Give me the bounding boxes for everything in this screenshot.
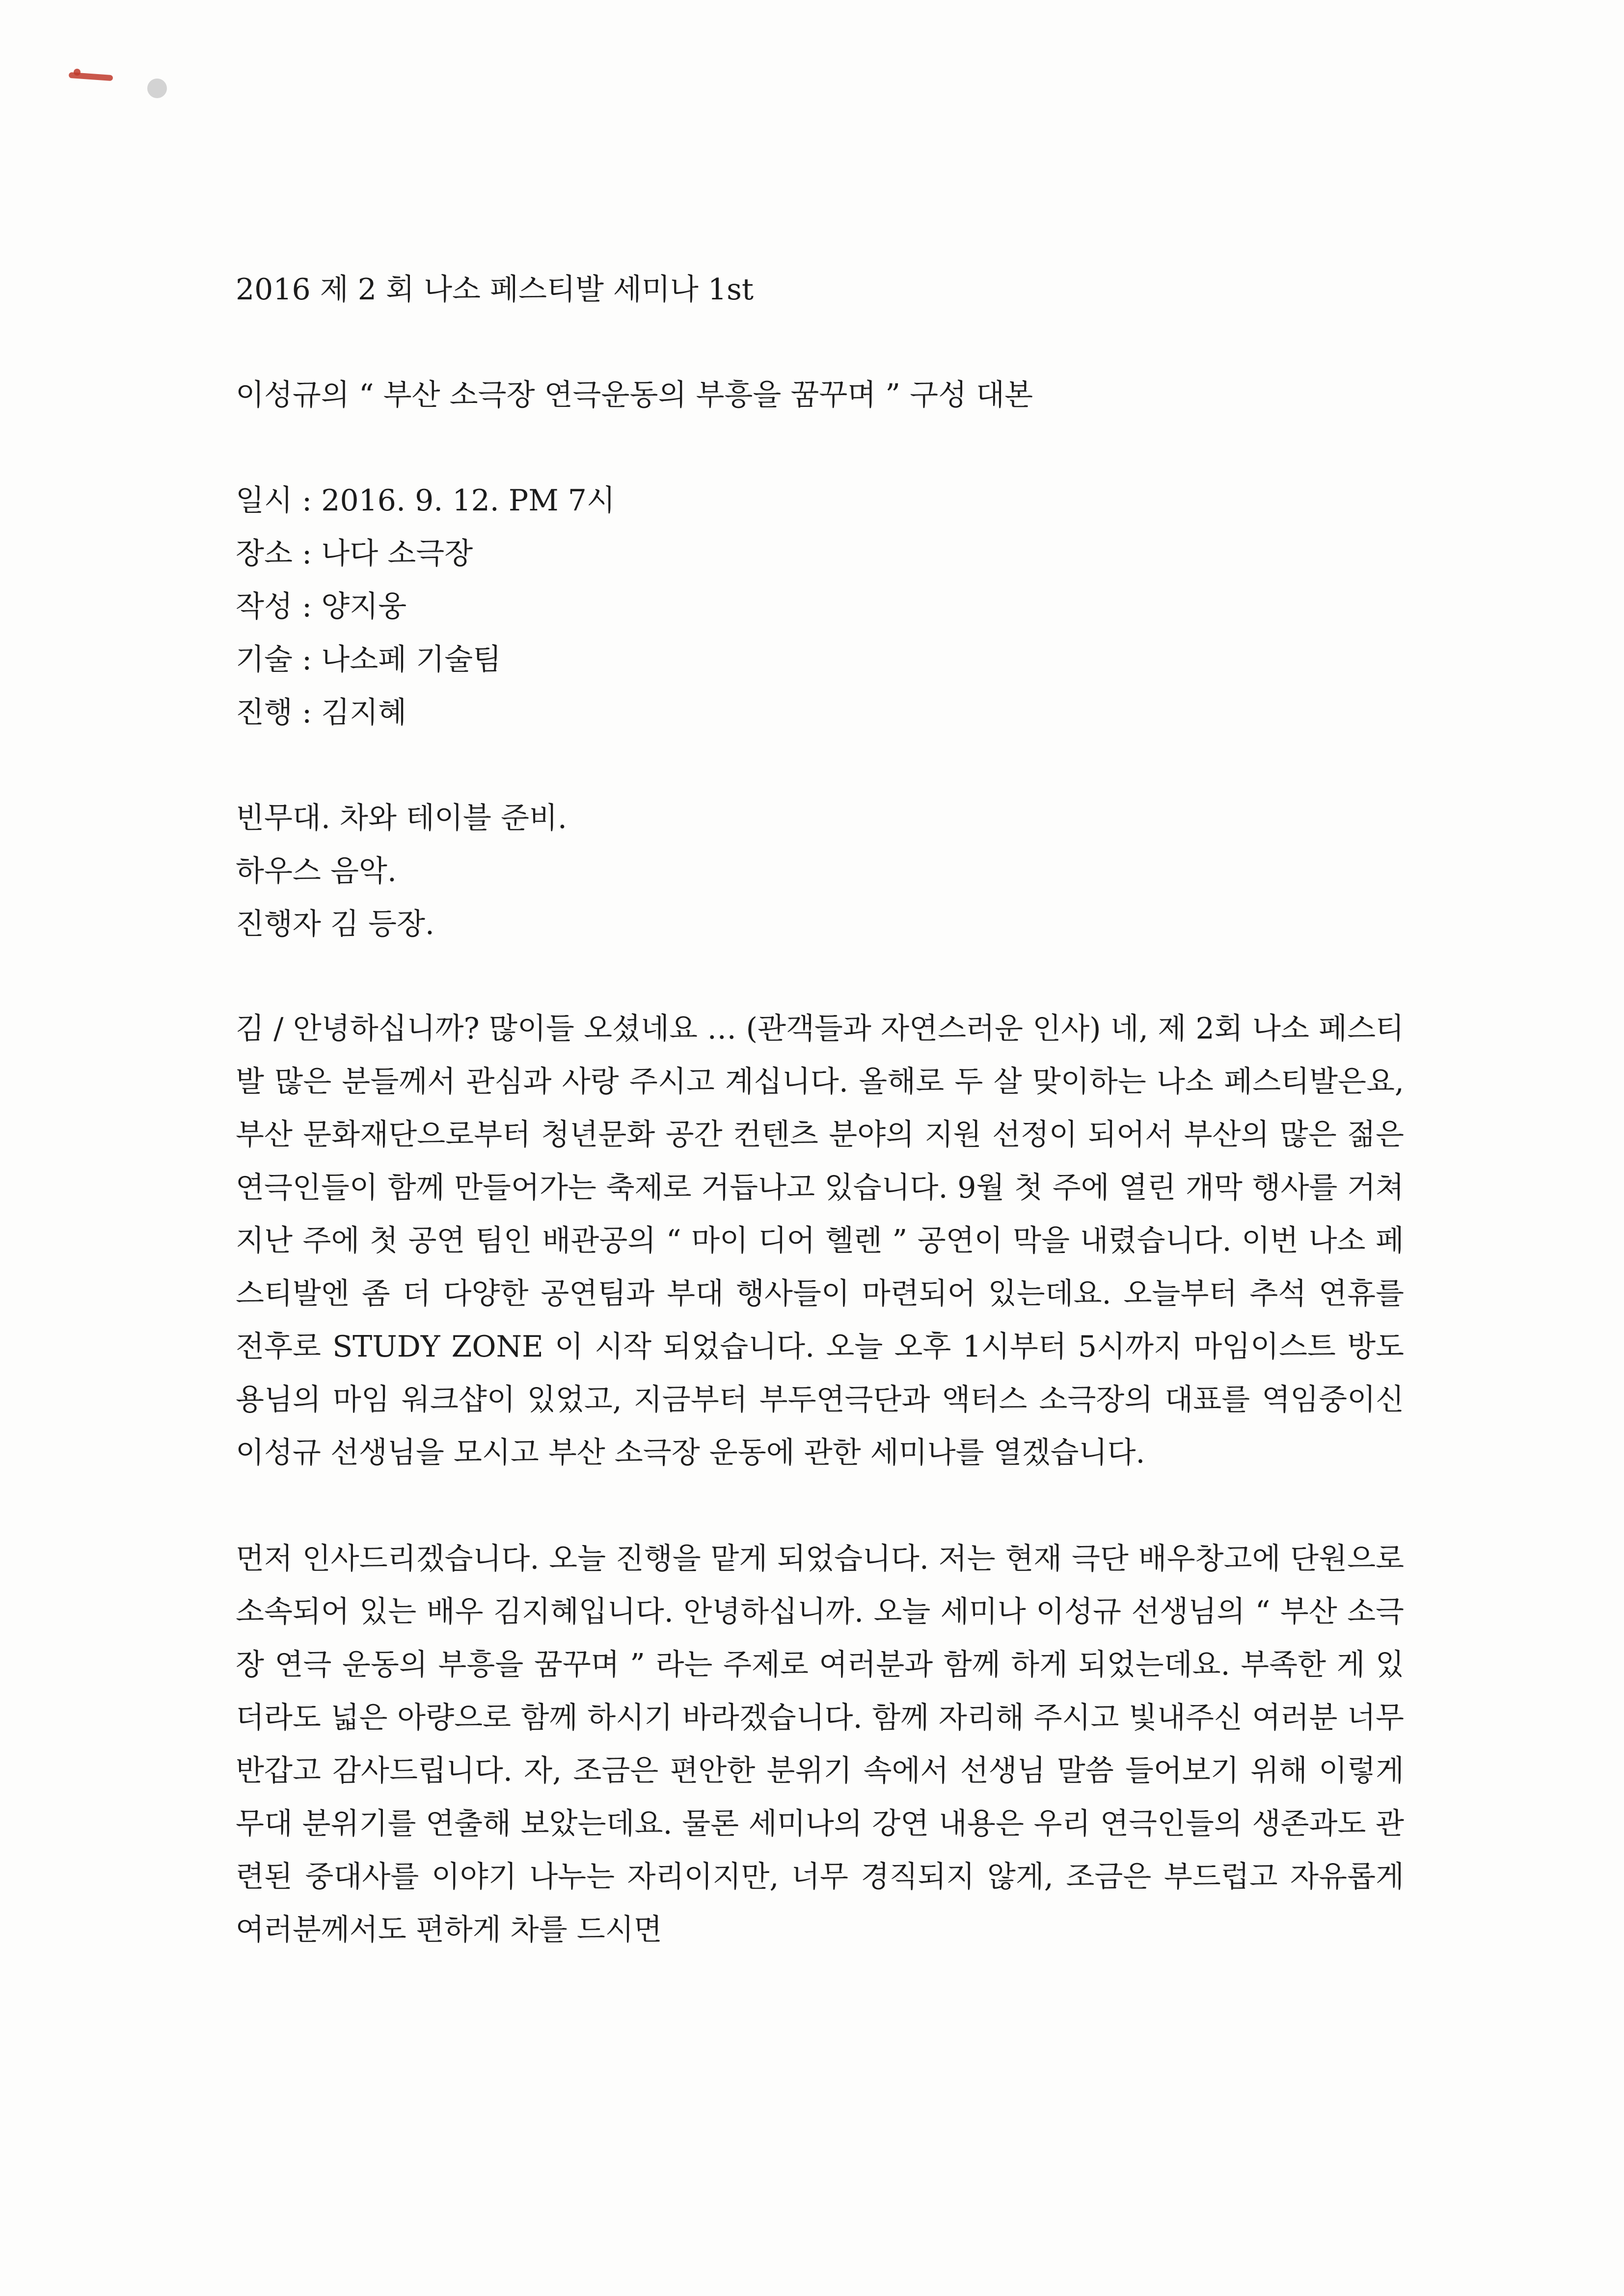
dialogue-paragraph-1: 김 / 안녕하십니까? 많이들 오셨네요 … (관객들과 자연스러운 인사) 네, 제 2회 나소 페스티발 많은 분들께서 관심과 사랑 주시고 계십니다. 올해로 두 살 맞이하는 나소 페스티발은요, 부산 문화재단으로부터 청년문화 공간 컨텐츠 분야의 지원 선정이 되어서 부산의 많은 젊은 연극인들이 함께 만들어가는 축제로 거듭나고 있습니다. 9월 첫 주에 열린 개막 행사를 거쳐 지난 주에 첫 공연 팀인 배관공의 “ 마이 디어 헬렌 ” 공연이 막을 내렸습니다. 이번 나소 페스티발엔 좀 더 다양한 공연팀과 부대 행사들이 마련되어 있는데요. 오늘부터 추석 연휴를 전후로 STUDY ZONE 이 시작 되었습니다. 오늘 오후 1시부터 5시까지 마임이스트 방도용님의 마임 워크샵이 있었고, 지금부터 부두연극단과 액터스 소극장의 대표를 역임중이신 이성규 선생님을 모시고 부산 소극장 운동에 관한 세미나를 열겠습니다. [236,1012,1404,1470]
info-line-author: 작성 : 양지웅 [236,589,407,624]
stage-direction-1: 빈무대. 차와 테이블 준비. [236,801,567,835]
document-title: 2016 제 2 회 나소 페스티발 세미나 1st [236,272,754,307]
info-line-date: 일시 : 2016. 9. 12. PM 7시 [236,483,615,518]
info-line-tech: 기술 : 나소페 기술팀 [236,642,502,677]
stage-direction-2: 하우스 음악. [236,854,397,888]
document-subtitle: 이성규의 “ 부산 소극장 연극운동의 부흥을 꿈꾸며 ” 구성 대본 [236,378,1033,412]
info-line-host: 진행 : 김지혜 [236,695,407,730]
red-ink-dot [74,69,81,76]
stage-direction-3: 진행자 김 등장. [236,907,434,941]
gray-smudge [147,79,167,98]
dialogue-paragraph-2: 먼저 인사드리겠습니다. 오늘 진행을 맡게 되었습니다. 저는 현재 극단 배우창고에 단원으로 소속되어 있는 배우 김지혜입니다. 안녕하십니까. 오늘 세미나 이성규 선생님의 “ 부산 소극장 연극 운동의 부흥을 꿈꾸며 ” 라는 주제로 여러분과 함께 하게 되었는데요. 부족한 게 있더라도 넓은 아량으로 함께 하시기 바라겠습니다. 함께 자리해 주시고 빛내주신 여러분 너무 반갑고 감사드립니다. 자, 조금은 편안한 분위기 속에서 선생님 말씀 들어보기 위해 이렇게 무대 분위기를 연출해 보았는데요. 물론 세미나의 강연 내용은 우리 연극인들의 생존과도 관련된 중대사를 이야기 나누는 자리이지만, 너무 경직되지 않게, 조금은 부드럽고 자유롭게 여러분께서도 편하게 차를 드시면 [236,1542,1404,1947]
info-line-venue: 장소 : 나다 소극장 [236,536,473,571]
